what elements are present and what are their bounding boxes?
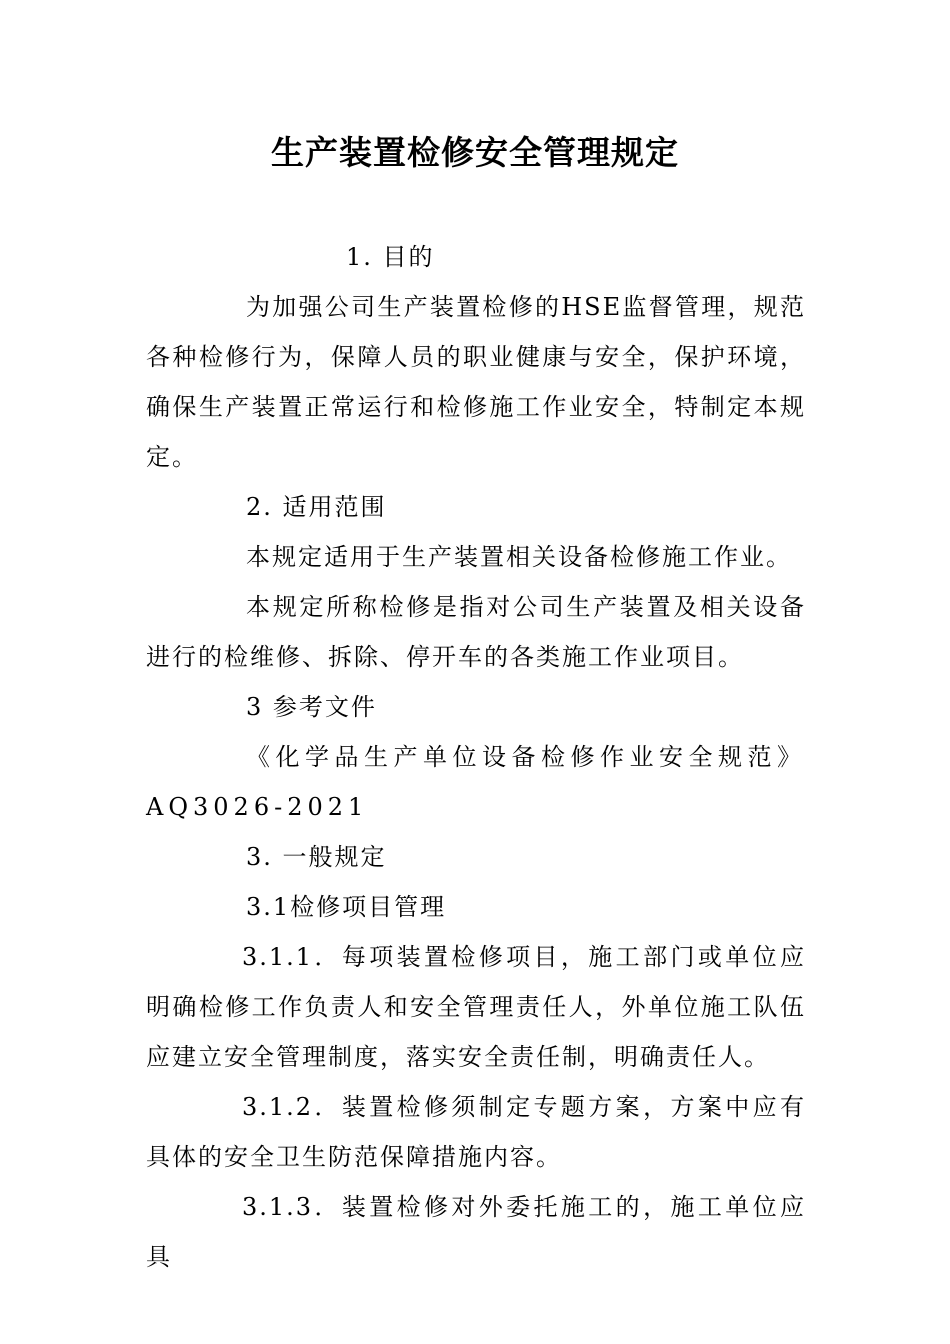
paragraph-scope-2: 本规定所称检修是指对公司生产装置及相关设备进行的检维修、拆除、停开车的各类施工作业项目。 — [146, 593, 806, 671]
document-body — [146, 232, 806, 1282]
document-title: 生产装置检修安全管理规定 — [271, 133, 679, 172]
subsection-heading-project-mgmt: 3.1检修项目管理 — [246, 893, 447, 921]
section-heading-general: 3. 一般规定 — [246, 843, 387, 871]
section-heading-purpose: 1. 目的 — [346, 243, 435, 271]
paragraph-scope-1: 本规定适用于生产装置相关设备检修施工作业。 — [246, 543, 792, 571]
paragraph-3-1-2: 3.1.2．装置检修须制定专题方案，方案中应有具体的安全卫生防范保障措施内容。 — [146, 1093, 806, 1171]
section-heading-references: 3 参考文件 — [246, 693, 377, 721]
paragraph-purpose: 为加强公司生产装置检修的HSE监督管理，规范各种检修行为，保障人员的职业健康与安全，保护环境，确保生产装置正常运行和检修施工作业安全，特制定本规定。 — [146, 293, 806, 471]
paragraph-reference-doc: 《化学品生产单位设备检修作业安全规范》AQ3026-2021 — [146, 743, 806, 821]
paragraph-3-1-3: 3.1.3．装置检修对外委托施工的，施工单位应具 — [146, 1193, 806, 1271]
paragraph-3-1-1: 3.1.1．每项装置检修项目，施工部门或单位应明确检修工作负责人和安全管理责任人，外单位施工队伍应建立安全管理制度，落实安全责任制，明确责任人。 — [146, 943, 806, 1071]
section-heading-scope: 2. 适用范围 — [246, 493, 387, 521]
